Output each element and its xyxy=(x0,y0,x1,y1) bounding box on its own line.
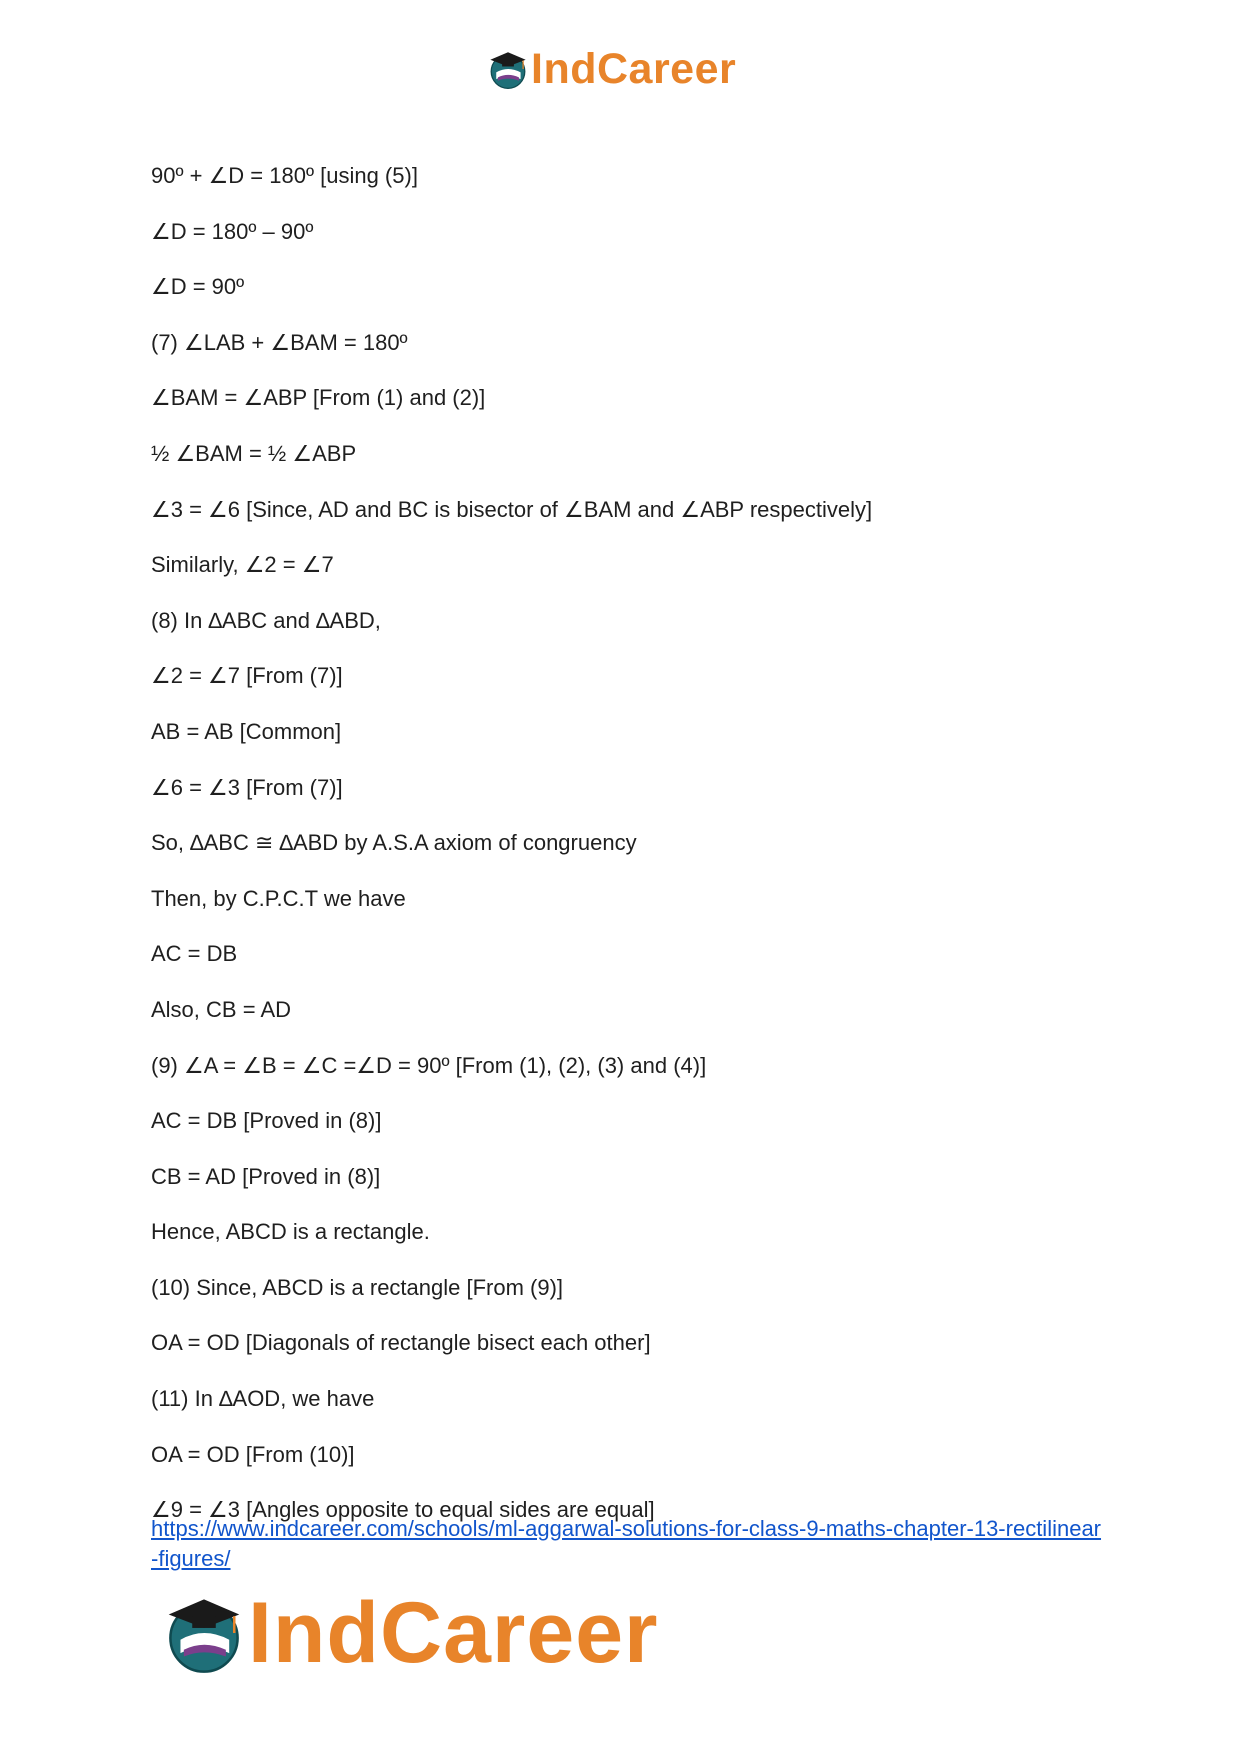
text-line: AC = DB xyxy=(151,941,238,967)
logo-wordmark: IndCareer xyxy=(531,44,737,93)
graduation-cap-globe-icon xyxy=(487,48,529,90)
text-line: Hence, ABCD is a rectangle. xyxy=(151,1219,430,1245)
text-line: AB = AB [Common] xyxy=(151,718,342,744)
solution-body xyxy=(151,148,1111,1538)
text-line: AC = DB [Proved in (8)] xyxy=(151,1108,382,1134)
header-logo xyxy=(487,44,736,94)
text-line: (10) Since, ABCD is a rectangle [From (9)] xyxy=(151,1274,564,1300)
text-line: OA = OD [From (10)] xyxy=(151,1441,355,1467)
text-line: ∠6 = ∠3 [From (7)] xyxy=(151,774,343,800)
text-line: Also, CB = AD xyxy=(151,996,292,1022)
text-line: 90º + ∠D = 180º [using (5)] xyxy=(151,163,418,188)
text-line: ∠D = 90º xyxy=(151,274,245,300)
text-line: ∠3 = ∠6 [Since, AD and BC is bisector of ∠BAM and ∠ABP respectively] xyxy=(151,496,873,522)
text-line: Then, by C.P.C.T we have xyxy=(151,885,406,911)
text-line: ∠D = 180º – 90º xyxy=(151,218,314,244)
text-line: ∠BAM = ∠ABP [From (1) and (2)] xyxy=(151,385,486,411)
text-line: (9) ∠A = ∠B = ∠C =∠D = 90º [From (1), (2), (3) and (4)] xyxy=(151,1052,707,1078)
text-line: So, ∆ABC ≅ ∆ABD by A.S.A axiom of congruency xyxy=(151,830,637,856)
text-line: OA = OD [Diagonals of rectangle bisect each other] xyxy=(151,1330,651,1356)
text-line: ∠9 = ∠3 [Angles opposite to equal sides are equal] xyxy=(151,1497,655,1523)
footer-logo xyxy=(162,1587,659,1679)
text-line: ∠2 = ∠7 [From (7)] xyxy=(151,663,343,689)
text-line: ½ ∠BAM = ½ ∠ABP xyxy=(151,440,357,466)
text-line: Similarly, ∠2 = ∠7 xyxy=(151,552,334,578)
graduation-cap-globe-icon xyxy=(162,1591,246,1675)
logo-wordmark: IndCareer xyxy=(248,1585,659,1681)
text-line: (7) ∠LAB + ∠BAM = 180º xyxy=(151,329,408,355)
text-line: (11) In ∆AOD, we have xyxy=(151,1386,375,1412)
text-line: CB = AD [Proved in (8)] xyxy=(151,1163,381,1189)
text-line: (8) In ∆ABC and ∆ABD, xyxy=(151,607,381,633)
source-link[interactable]: https://www.indcareer.com/schools/ml-aggarwal-solutions-for-class-9-maths-chapter-13-rectilinear-figures/ xyxy=(151,1516,1102,1571)
